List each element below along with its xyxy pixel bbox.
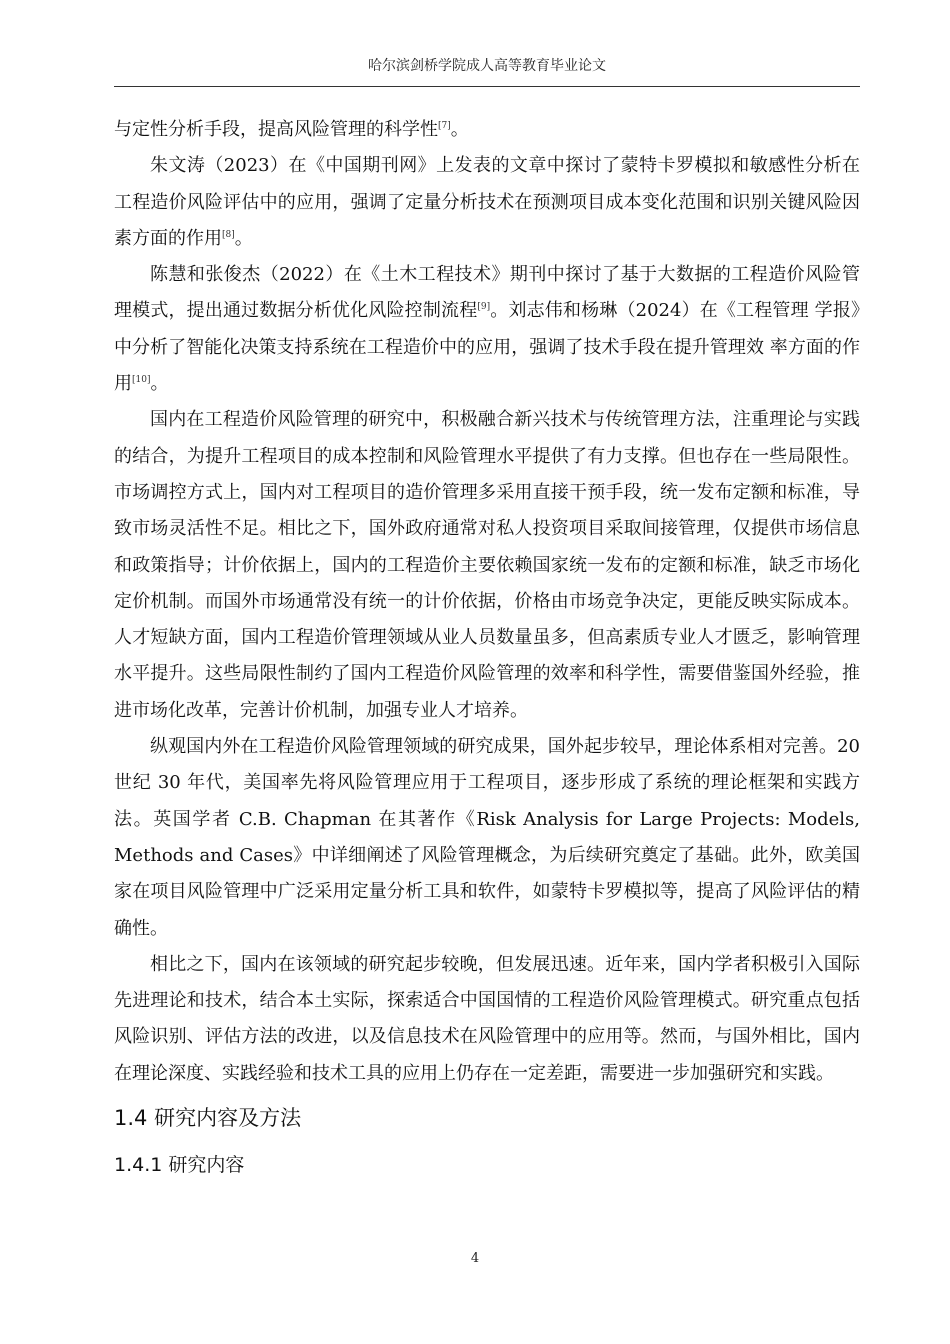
section-heading: 1.4 研究内容及方法 (114, 1106, 302, 1131)
paragraph-1-tail: 。 (450, 119, 469, 140)
subsection-heading: 1.4.1 研究内容 (114, 1154, 245, 1177)
citation-9: [9] (477, 302, 491, 313)
page-header-title: 哈尔滨剑桥学院成人高等教育毕业论文 (368, 58, 606, 74)
paragraph-1 (114, 112, 860, 148)
header-divider (114, 86, 860, 87)
paragraph-2-tail: 。 (234, 227, 253, 249)
citation-10: [10] (132, 375, 151, 386)
paragraph-5: 纵观国内外在工程造价风险管理领域的研究成果，国外起步较早，理论体系相对完善。20 世纪 30 年代，美国率先将风险管理应用于工程项目，逐步形成了系统的理论框架和实践方法。英国学者 C.B. Chapman 在其著作《Risk Analysis for Large Projects: Models, Methods and Cases》中详细阐述了风险管理概念，为后续研究奠定了基础。此外，欧美国家在项目风险管理中广泛采用定量分析工具和软件，如蒙特卡罗模拟等，提高了风险评估的精确性。 (114, 736, 860, 939)
paragraph-2 (114, 148, 860, 257)
paragraph-3-text-continued: 。刘志伟和杨琳（2024）在《工程管理 学报》中分析了智能化决策支持系统在工程造价中的应用，强调了技术手段在提升管理效 率方面的作用 (114, 300, 860, 395)
paragraph-3-tail: 。 (150, 373, 169, 395)
paragraph-1-text: 与定性分析手段，提高风险管理的科学性 (114, 119, 438, 140)
paragraph-3 (114, 257, 860, 402)
paragraph-2-text: 朱文涛（2023）在《中国期刊网》上发表的文章中探讨了蒙特卡罗模拟和敏感性分析在工程造价风险评估中的应用，强调了定量分析技术在预测项目成本变化范围和识别关键风险因素方面的作用 (114, 155, 860, 249)
paragraph-6: 相比之下，国内在该领域的研究起步较晚，但发展迅速。近年来，国内学者积极引入国际先进理论和技术，结合本土实际，探索适合中国国情的工程造价风险管理模式。研究重点包括风险识别、评估方法的改进，以及信息技术在风险管理中的应用等。然而，与国外相比，国内在理论深度、实践经验和技术工具的应用上仍存在一定差距，需要进一步加强研究和实践。 (114, 953, 860, 1084)
citation-8: [8] (222, 229, 235, 240)
paragraph-3-text: 陈慧和张俊杰（2022）在《土木工程技术》期刊中探讨了基于大数据的工程造价风险管理模式，提出通过数据分析优化风险控制流程 (114, 264, 860, 322)
document-body (114, 112, 860, 1188)
citation-7: [7] (438, 121, 451, 131)
paragraph-4: 国内在工程造价风险管理的研究中，积极融合新兴技术与传统管理方法，注重理论与实践的结合，为提升工程项目的成本控制和风险管理水平提供了有力支撑。但也存在一些局限性。市场调控方式上，国内对工程项目的造价管理多采用直接干预手段，统一发布定额和标准，导致市场灵活性不足。相比之下，国外政府通常对私人投资项目采取间接管理，仅提供市场信息和政策指导；计价依据上，国内的工程造价主要依赖国家统一发布的定额和标准，缺乏市场化定价机制。而国外市场通常没有统一的计价依据，价格由市场竞争决定，更能反映实际成本。人才短缺方面，国内工程造价管理领域从业人员数量虽多，但高素质专业人才匮乏，影响管理水平提升。这些局限性制约了国内工程造价风险管理的效率和科学性，需要借鉴国外经验，推进市场化改革，完善计价机制，加强专业人才培养。 (114, 409, 860, 721)
page-number: 4 (470, 1251, 480, 1266)
